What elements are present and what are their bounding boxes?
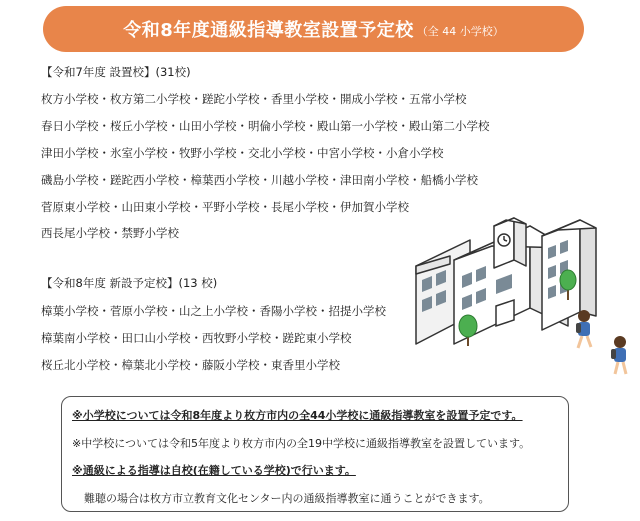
existing-heading-wrap [41,64,191,80]
notes-box [61,396,569,512]
page-title: 令和8年度通級指導教室設置予定校 [123,20,414,41]
note-hearing: 難聴の場合は枚方市立教育文化センター内の通級指導教室に通うことができます。 [84,492,490,505]
note-own-school: ※通級による指導は自校(在籍している学校)で行います。 [72,464,356,477]
existing-school-line: 枚方小学校・枚方第二小学校・蹉跎小学校・香里小学校・開成小学校・五常小学校 [41,92,467,106]
note-junior-high: ※中学校については令和5年度より枚方市内の全19中学校に通級指導教室を設置しています。 [72,437,531,450]
existing-school-line: 磯島小学校・蹉跎西小学校・樟葉西小学校・川越小学校・津田南小学校・船橋小学校 [41,173,478,187]
new-heading-wrap [41,275,217,291]
title-banner [43,6,584,52]
existing-school-line: 春日小学校・桜丘小学校・山田小学校・明倫小学校・殿山第一小学校・殿山第二小学校 [41,119,490,133]
new-school-line: 樟葉南小学校・田口山小学校・西牧野小学校・蹉跎東小学校 [41,331,352,345]
new-schools-heading: 【令和8年度 新設予定校】(13 校) [41,276,218,290]
page-subtitle: （全 44 小学校） [416,25,504,38]
existing-school-line: 津田小学校・氷室小学校・牧野小学校・交北小学校・中宮小学校・小倉小学校 [41,146,444,160]
note-elementary: ※小学校については令和8年度より枚方市内の全44小学校に通級指導教室を設置予定です。 [72,409,523,422]
school-building-illustration [410,196,638,381]
existing-schools-heading: 【令和7年度 設置校】(31校) [41,65,191,79]
new-school-line: 桜丘北小学校・樟葉北小学校・藤阪小学校・東香里小学校 [41,358,340,372]
existing-school-line: 西長尾小学校・禁野小学校 [41,226,179,240]
new-school-line: 樟葉小学校・菅原小学校・山之上小学校・香陽小学校・招提小学校 [41,304,386,318]
existing-school-line: 菅原東小学校・山田東小学校・平野小学校・長尾小学校・伊加賀小学校 [41,200,409,214]
